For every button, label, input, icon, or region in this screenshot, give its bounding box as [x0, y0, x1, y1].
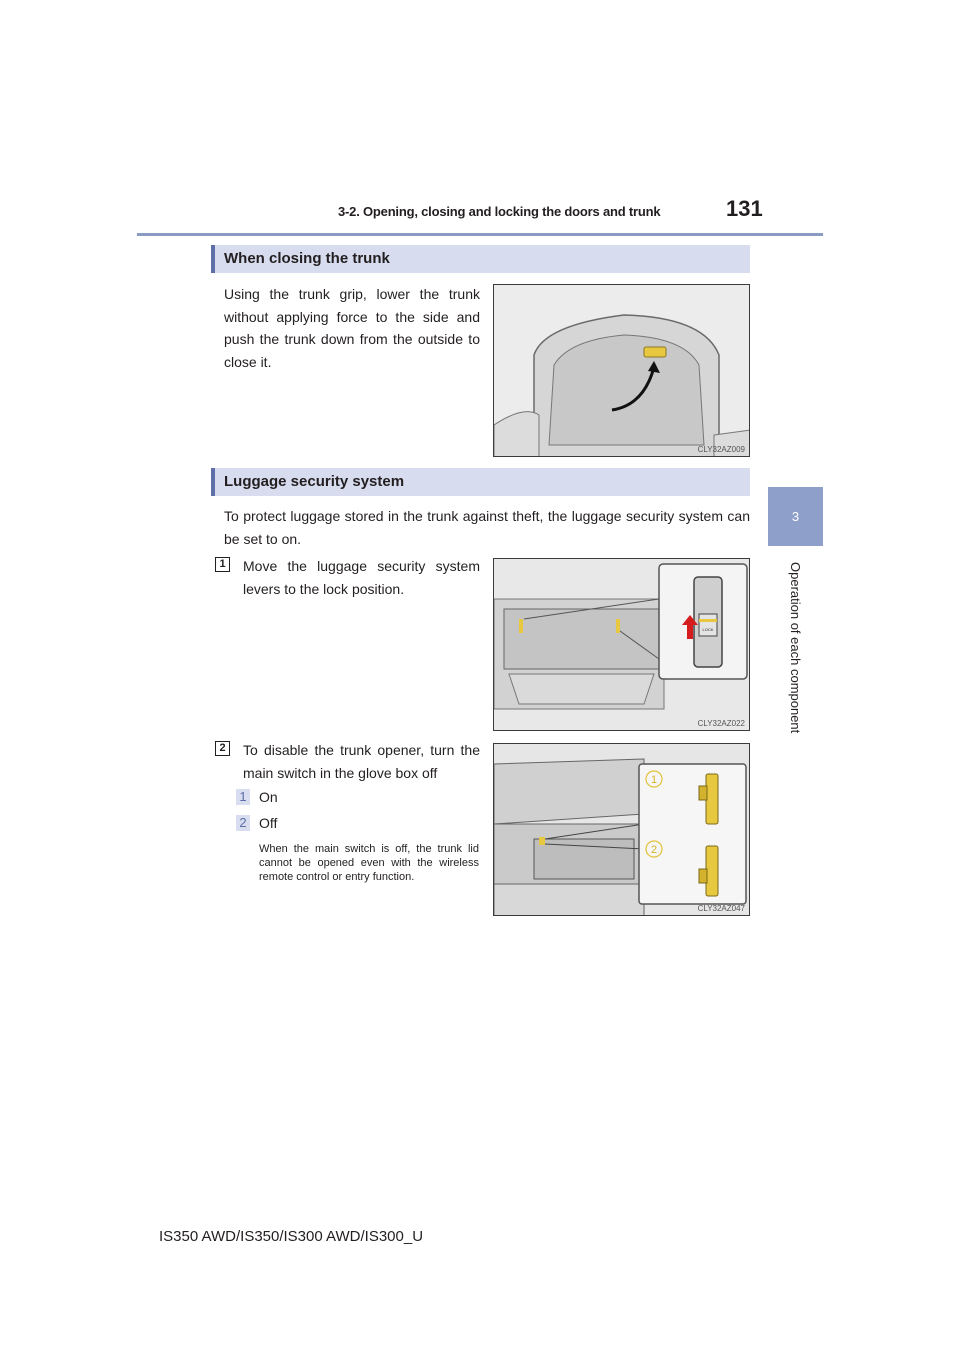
figure-code: CLY32AZ009 — [697, 445, 745, 454]
item-label-on: On — [259, 789, 278, 805]
step-2-text: To disable the trunk opener, turn the main switch in the glove box off — [243, 742, 480, 781]
step-number-1: 1 — [215, 557, 230, 572]
lock-label: LOCK — [702, 627, 714, 632]
step-number-2: 2 — [215, 741, 230, 756]
section-heading-closing-trunk: When closing the trunk — [211, 245, 750, 273]
svg-text:2: 2 — [650, 844, 658, 856]
chapter-label: Operation of each component — [788, 562, 803, 734]
svg-text:1: 1 — [650, 774, 658, 786]
header-divider — [137, 233, 823, 236]
section-heading-luggage-security: Luggage security system — [211, 468, 750, 496]
luggage-lever-illustration — [493, 558, 750, 731]
chapter-tab: 3 — [768, 487, 823, 546]
step-1-text: Move the luggage security system levers to the lock position. — [243, 558, 480, 597]
glove-box-switch-illustration — [493, 743, 750, 916]
item-number-on: 1 — [236, 789, 250, 805]
footer-model: IS350 AWD/IS350/IS300 AWD/IS300_U — [159, 1228, 424, 1245]
trunk-closing-illustration — [493, 284, 750, 457]
figure-code: CLY32AZ022 — [697, 719, 745, 728]
item-label-off: Off — [259, 815, 278, 831]
luggage-security-intro: To protect luggage stored in the trunk against theft, the luggage security system can be set to on. — [224, 508, 750, 547]
page-header-title: 3-2. Opening, closing and locking the doors and trunk — [338, 204, 661, 219]
figure-code: CLY32AZ047 — [697, 904, 745, 913]
closing-trunk-text: Using the trunk grip, lower the trunk without applying force to the side and push the trunk down from the outside to close it. — [224, 286, 480, 370]
main-switch-note: When the main switch is off, the trunk lid cannot be opened even with the wireless remote control or entry function. — [259, 843, 479, 883]
page-number: 131 — [726, 196, 763, 221]
item-number-off: 2 — [236, 815, 250, 831]
